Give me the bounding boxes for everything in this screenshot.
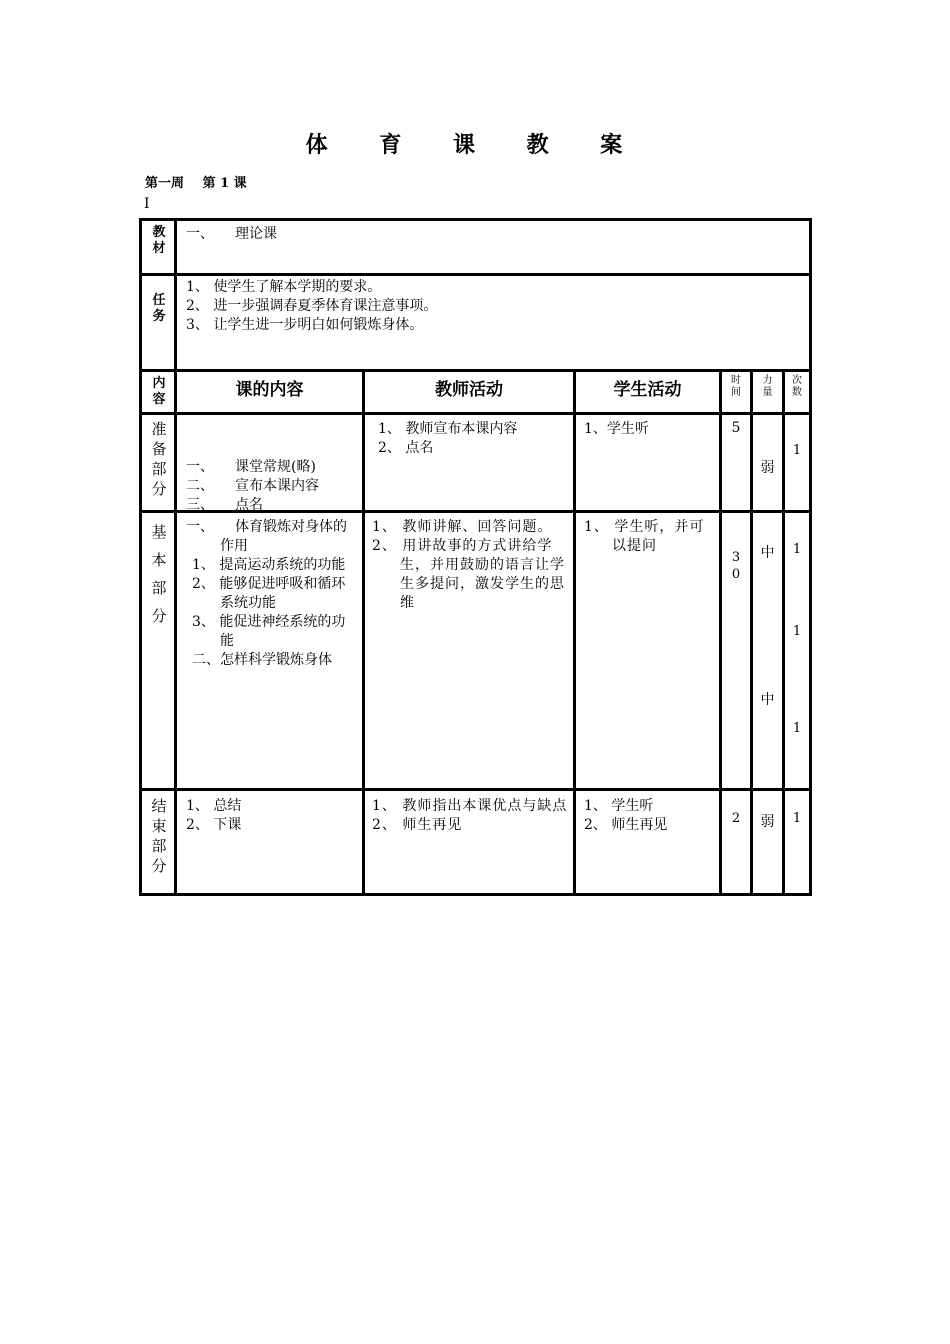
basic-count-2: 1 <box>792 624 802 639</box>
week-label: 第一周 <box>145 176 185 191</box>
prep-content: 一、 课堂常规(略) 二、 宣布本课内容 三、 点名 <box>186 459 319 513</box>
header-content: 课的内容 <box>235 380 304 400</box>
end-force: 弱 <box>760 814 775 830</box>
lesson-label: 第 1 课 <box>202 176 247 191</box>
prep-teacher: 1、 教师宣布本课内容 2、 点名 <box>378 421 518 456</box>
basic-force-1: 中 <box>760 545 775 561</box>
renwu-item: 3、 让学生进一步明白如何锻炼身体。 <box>186 317 424 333</box>
prep-student: 1、学生听 <box>584 421 649 437</box>
end-label: 结 束 部 分 <box>151 797 167 875</box>
end-count: 1 <box>792 811 802 826</box>
basic-time: 3 0 <box>731 550 741 582</box>
basic-count-3: 1 <box>792 721 802 736</box>
col-divider <box>362 369 365 893</box>
end-teacher: 1、 教师指出本课优点与缺点 2、 师生再见 <box>372 798 568 833</box>
basic-teacher: 1、 教师讲解、回答问题。 2、 用讲故事的方式讲给学生，并用鼓励的语言让学生多提问，激发学生的思维 <box>372 519 565 611</box>
basic-force-2: 中 <box>760 692 775 708</box>
header-student: 学生活动 <box>613 380 682 400</box>
basic-content: 一、 体育锻炼对身体的作用 1、 提高运动系统的功能 2、 能够促进呼吸和循环系统功能 3、 能促进神经系统的功能 二、怎样科学锻炼身体 <box>186 519 347 668</box>
header-force: 力 量 <box>762 375 773 398</box>
prep-count: 1 <box>792 443 802 458</box>
prep-time: 5 <box>731 420 741 436</box>
basic-count-1: 1 <box>792 542 802 557</box>
col-divider <box>174 221 177 893</box>
text-cursor-mark: I <box>144 196 150 212</box>
row-divider <box>142 273 809 276</box>
header-teacher: 教师活动 <box>435 380 503 400</box>
prep-label: 准 备 部 分 <box>151 420 167 498</box>
lesson-plan-table <box>139 218 812 896</box>
row-divider <box>142 369 809 372</box>
end-time: 2 <box>731 811 741 826</box>
renwu-label: 任 务 <box>152 293 166 324</box>
row-divider <box>142 412 809 415</box>
page-title: 体 育 课 教 案 <box>305 132 645 158</box>
neirong-label: 内 容 <box>152 376 166 407</box>
jiaocai-label: 教 材 <box>152 225 166 256</box>
basic-label: 基 本 部 分 <box>151 523 167 625</box>
renwu-item: 1、 使学生了解本学期的要求。 <box>186 279 382 295</box>
prep-force: 弱 <box>760 460 775 476</box>
row-divider <box>142 788 809 791</box>
renwu-list <box>186 278 786 335</box>
renwu-item: 2、 进一步强调春夏季体育课注意事项。 <box>186 298 438 314</box>
header-count: 次 数 <box>792 375 802 398</box>
col-divider <box>573 369 576 893</box>
jiaocai-content: 一、 理论课 <box>186 226 277 242</box>
end-student: 1、 学生听 2、 师生再见 <box>584 798 668 833</box>
basic-student: 1、 学生听，并可以提问 <box>584 519 705 554</box>
header-time: 时 间 <box>731 375 741 398</box>
end-content: 1、 总结 2、 下课 <box>186 798 242 833</box>
lesson-info <box>145 172 261 191</box>
